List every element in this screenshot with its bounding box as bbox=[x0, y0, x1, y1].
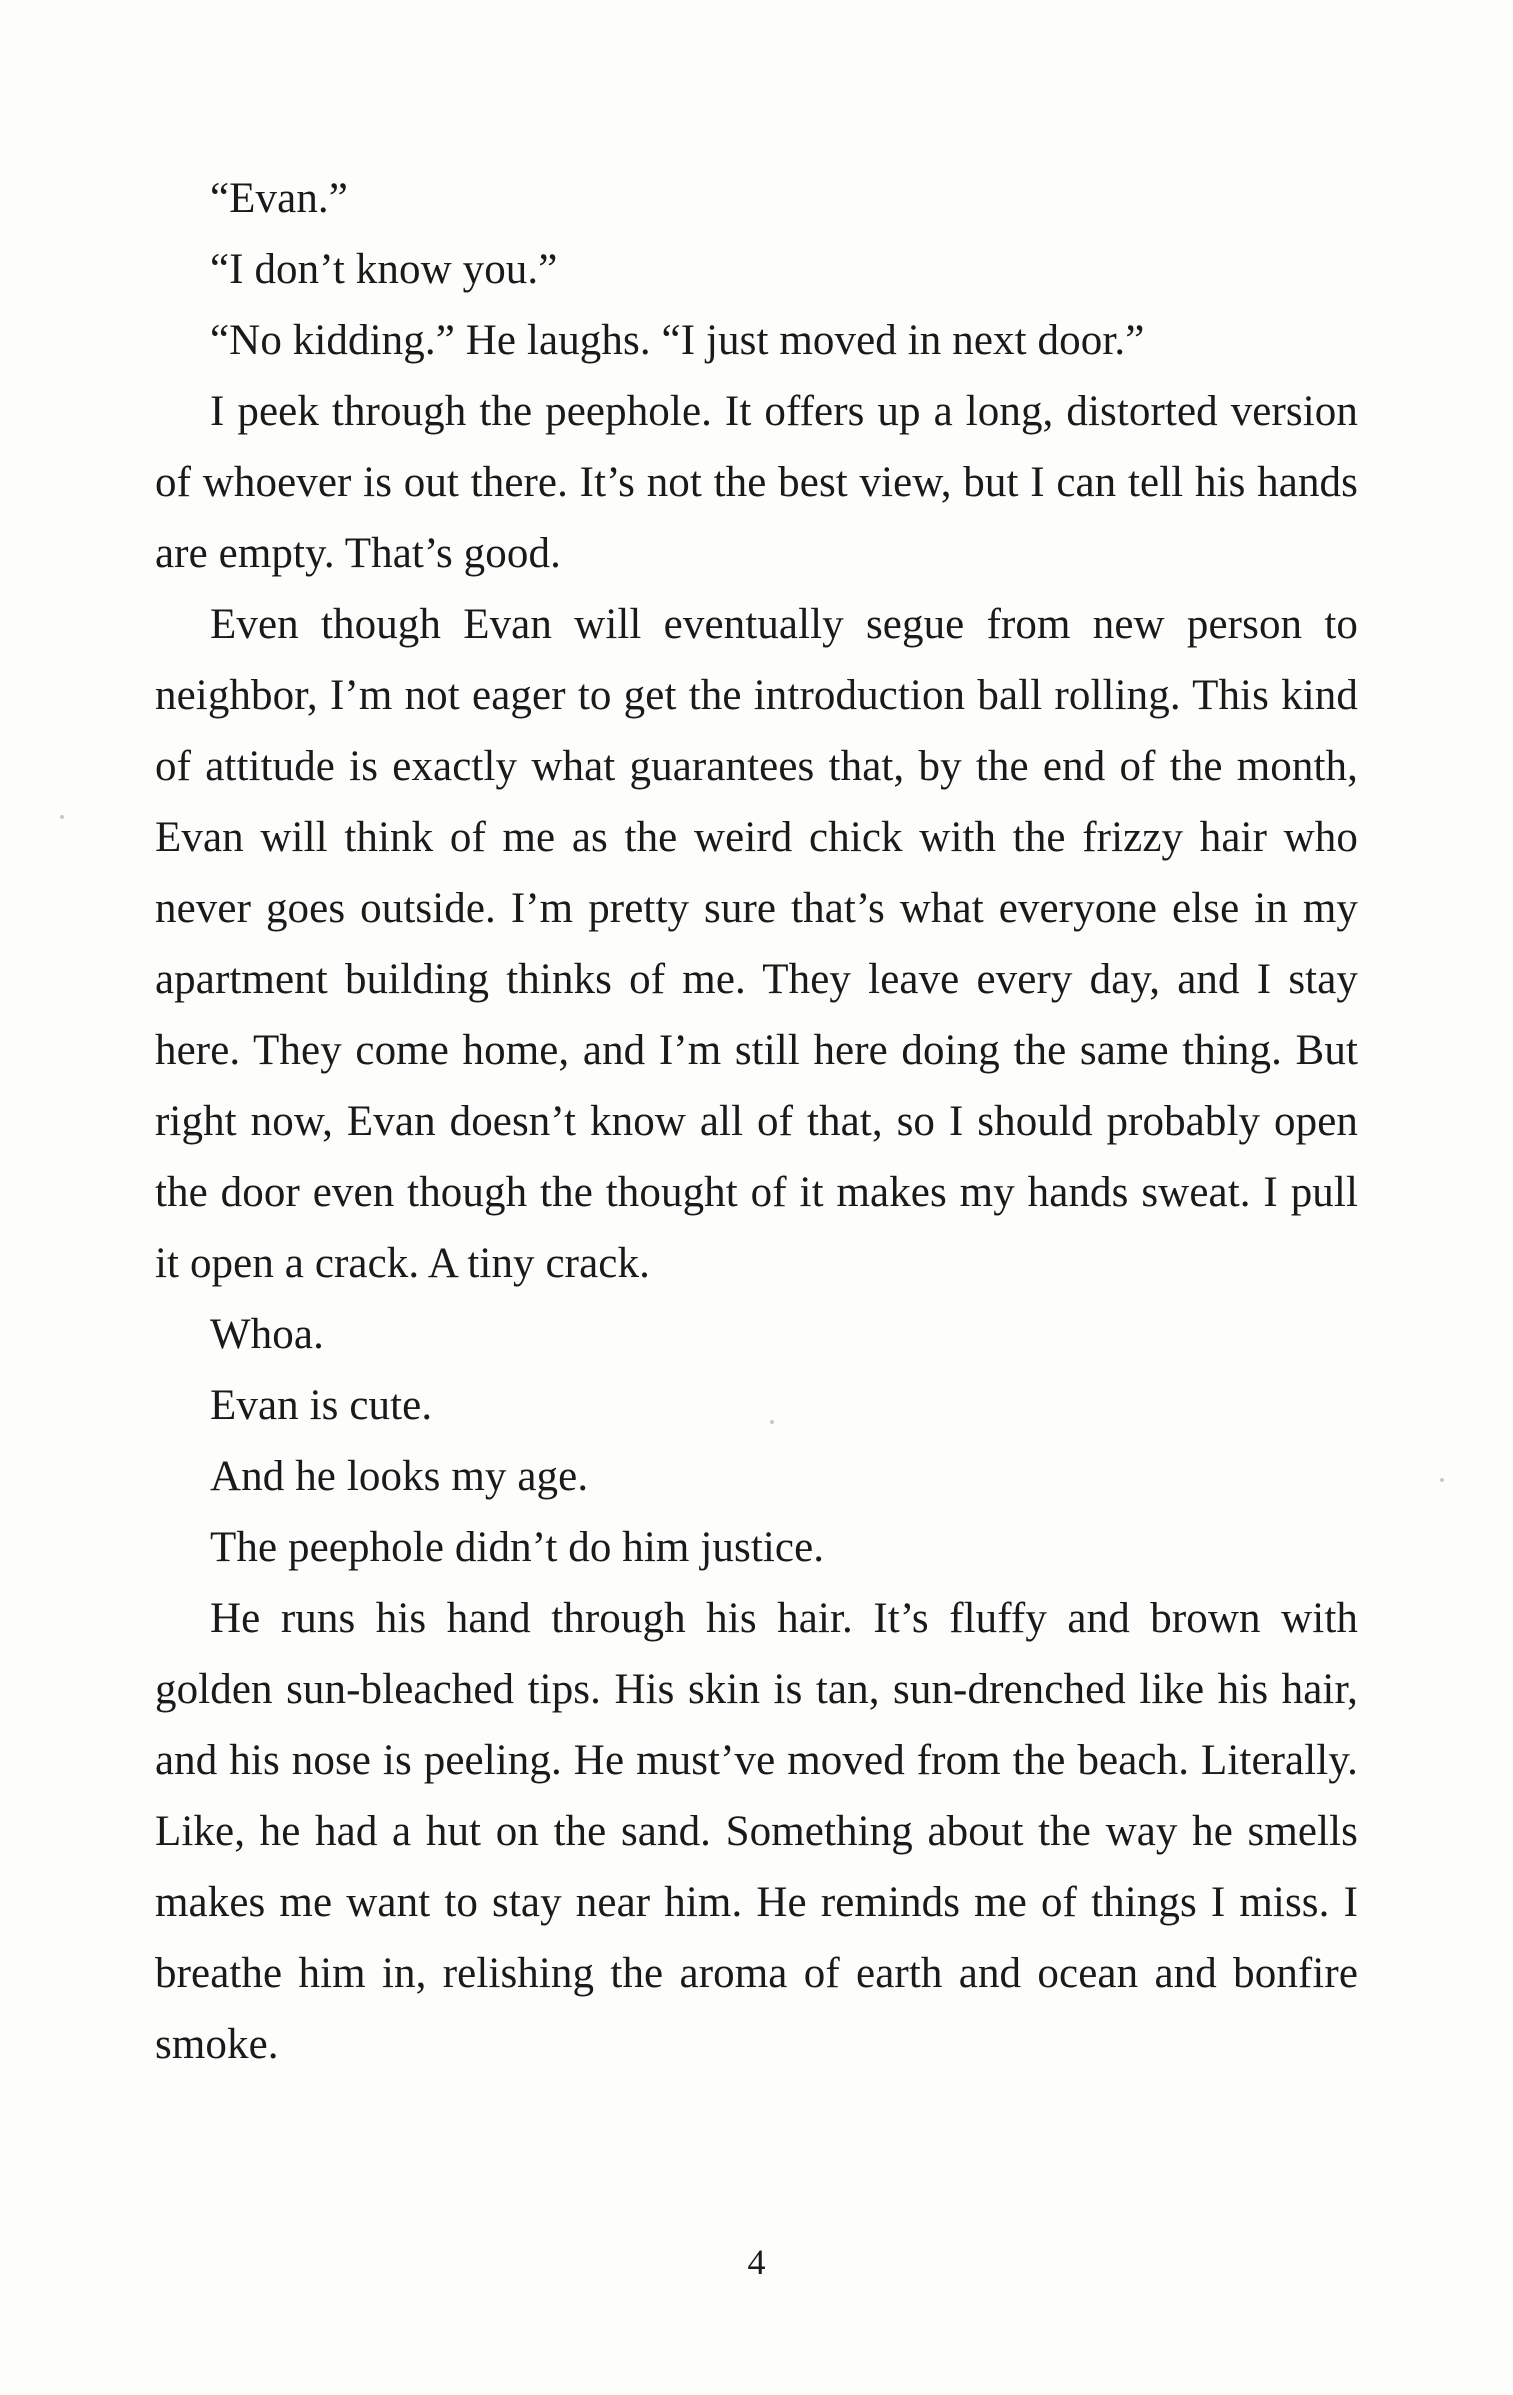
paragraph: And he looks my age. bbox=[210, 1453, 589, 1500]
paragraph: The peephole didn’t do him justice. bbox=[210, 1524, 825, 1571]
paragraph: He runs his hand through his hair. It’s fluffy and brown with golden sun-bleached tips. His skin is tan, sun-drenched like his hair, and his nose is peeling. He must’ve moved from the beach. Literally. Like, he had a hut on the sand. Something about the way he smells makes me want to stay near him. He reminds me of things I miss. I breathe him in, relishing the aroma of earth and ocean and bonfire smoke. bbox=[155, 1595, 1358, 2068]
page-number: 4 bbox=[747, 2242, 766, 2282]
paragraph: I peek through the peephole. It offers up a long, distorted version of whoever is out there. It’s not the best view, but I can tell his hands are empty. That’s good. bbox=[155, 388, 1358, 577]
paragraph: Evan is cute. bbox=[210, 1382, 433, 1429]
body-text bbox=[155, 163, 1358, 2080]
paragraph: “No kidding.” He laughs. “I just moved in next door.” bbox=[210, 317, 1145, 364]
scan-speck bbox=[1440, 1478, 1444, 1482]
paragraph: “Evan.” bbox=[210, 175, 348, 222]
paragraph: “I don’t know you.” bbox=[210, 246, 558, 293]
paragraph: Even though Evan will eventually segue from new person to neighbor, I’m not eager to get the introduction ball rolling. This kind of attitude is exactly what guarantees that, by the end of the month, Evan will think of me as the weird chick with the frizzy hair who never goes outside. I’m pretty sure that’s what everyone else in my apartment building thinks of me. They leave every day, and I stay here. They come home, and I’m still here doing the same thing. But right now, Evan doesn’t know all of that, so I should probably open the door even though the thought of it makes my hands sweat. I pull it open a crack. A tiny crack. bbox=[155, 601, 1358, 1287]
paragraph: Whoa. bbox=[210, 1311, 324, 1358]
scan-speck bbox=[60, 815, 64, 819]
scan-speck bbox=[770, 1420, 774, 1424]
